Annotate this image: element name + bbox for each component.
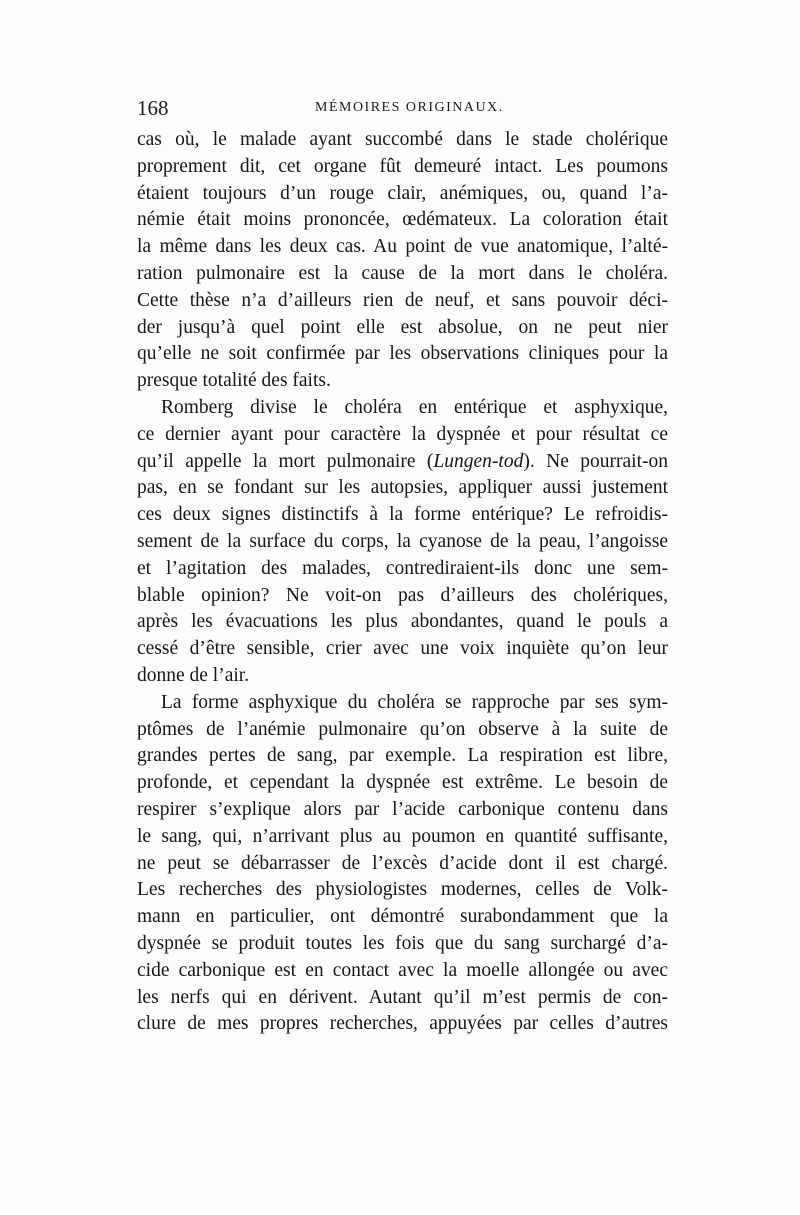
text-line: cessé d’être sensible, crier avec une voix inquiète qu’on leur	[137, 638, 668, 660]
text-line: proprement dit, cet organe fût demeuré intact. Les poumons	[137, 155, 668, 177]
text-line: Romberg divise le choléra en entérique et asphyxique,	[161, 396, 668, 418]
paragraph	[137, 127, 668, 395]
text-line: ration pulmonaire est la cause de la mort dans le choléra.	[137, 262, 668, 284]
text-line: mann en particulier, ont démontré surabondamment que la	[137, 906, 668, 928]
text-line: der jusqu’à quel point elle est absolue, on ne peut nier	[137, 316, 668, 338]
page-header	[137, 96, 668, 122]
text-line: pas, en se fondant sur les autopsies, appliquer aussi justement	[137, 477, 668, 499]
text-line: et l’agitation des malades, contrediraient-ils donc une sem-	[137, 557, 668, 579]
paragraph	[137, 690, 668, 1038]
text-line: La forme asphyxique du choléra se rapproche par ses sym-	[161, 691, 668, 713]
page-number: 168	[137, 96, 169, 120]
body-text	[137, 127, 668, 1038]
text-line: après les évacuations les plus abondantes, quand le pouls a	[137, 611, 668, 633]
text-line: respirer s’explique alors par l’acide carbonique contenu dans	[137, 798, 668, 820]
text-line: profonde, et cependant la dyspnée est extrême. Le besoin de	[137, 772, 668, 794]
text-line: sement de la surface du corps, la cyanose de la peau, l’angoisse	[137, 530, 668, 552]
text-line: donne de l’air.	[137, 664, 250, 686]
text-line: ptômes de l’anémie pulmonaire qu’on observe à la suite de	[137, 718, 668, 740]
text-line: cide carbonique est en contact avec la moelle allongée ou avec	[137, 959, 668, 981]
text-line: ce dernier ayant pour caractère la dyspnée et pour résultat ce	[137, 423, 668, 445]
running-head: MÉMOIRES ORIGINAUX.	[315, 100, 504, 115]
text-line: grandes pertes de sang, par exemple. La respiration est libre,	[137, 745, 668, 767]
text-line: étaient toujours d’un rouge clair, anémiques, ou, quand l’a-	[137, 182, 668, 204]
text-line: les nerfs qui en dérivent. Autant qu’il m’est permis de con-	[137, 986, 668, 1008]
text-line: cas où, le malade ayant succombé dans le stade cholérique	[137, 129, 668, 150]
text-line: ne peut se débarrasser de l’excès d’acide dont il est chargé.	[137, 852, 668, 874]
text-line: le sang, qui, n’arrivant plus au poumon en quantité suffisante,	[137, 825, 668, 847]
text-line: Cette thèse n’a d’ailleurs rien de neuf, et sans pouvoir déci-	[137, 289, 668, 311]
text-line: clure de mes propres recherches, appuyées par celles d’autres	[137, 1013, 668, 1035]
text-line: la même dans les deux cas. Au point de vue anatomique, l’alté-	[137, 236, 668, 258]
text-line: Les recherches des physiologistes modernes, celles de Volk-	[137, 879, 668, 901]
text-line: qu’elle ne soit confirmée par les observations cliniques pour la	[137, 343, 668, 365]
paragraph	[137, 395, 668, 690]
text-line: qu’il appelle la mort pulmonaire (Lungen-tod). Ne pourrait-on	[137, 450, 668, 472]
text-line: blable opinion? Ne voit-on pas d’ailleurs des cholériques,	[137, 584, 668, 606]
text-line: presque totalité des faits.	[137, 370, 331, 392]
text-line: dyspnée se produit toutes les fois que du sang surchargé d’a-	[137, 932, 668, 954]
text-line: ces deux signes distinctifs à la forme entérique? Le refroidis-	[137, 504, 668, 526]
text-line: némie était moins prononcée, œdémateux. La coloration était	[137, 209, 668, 231]
